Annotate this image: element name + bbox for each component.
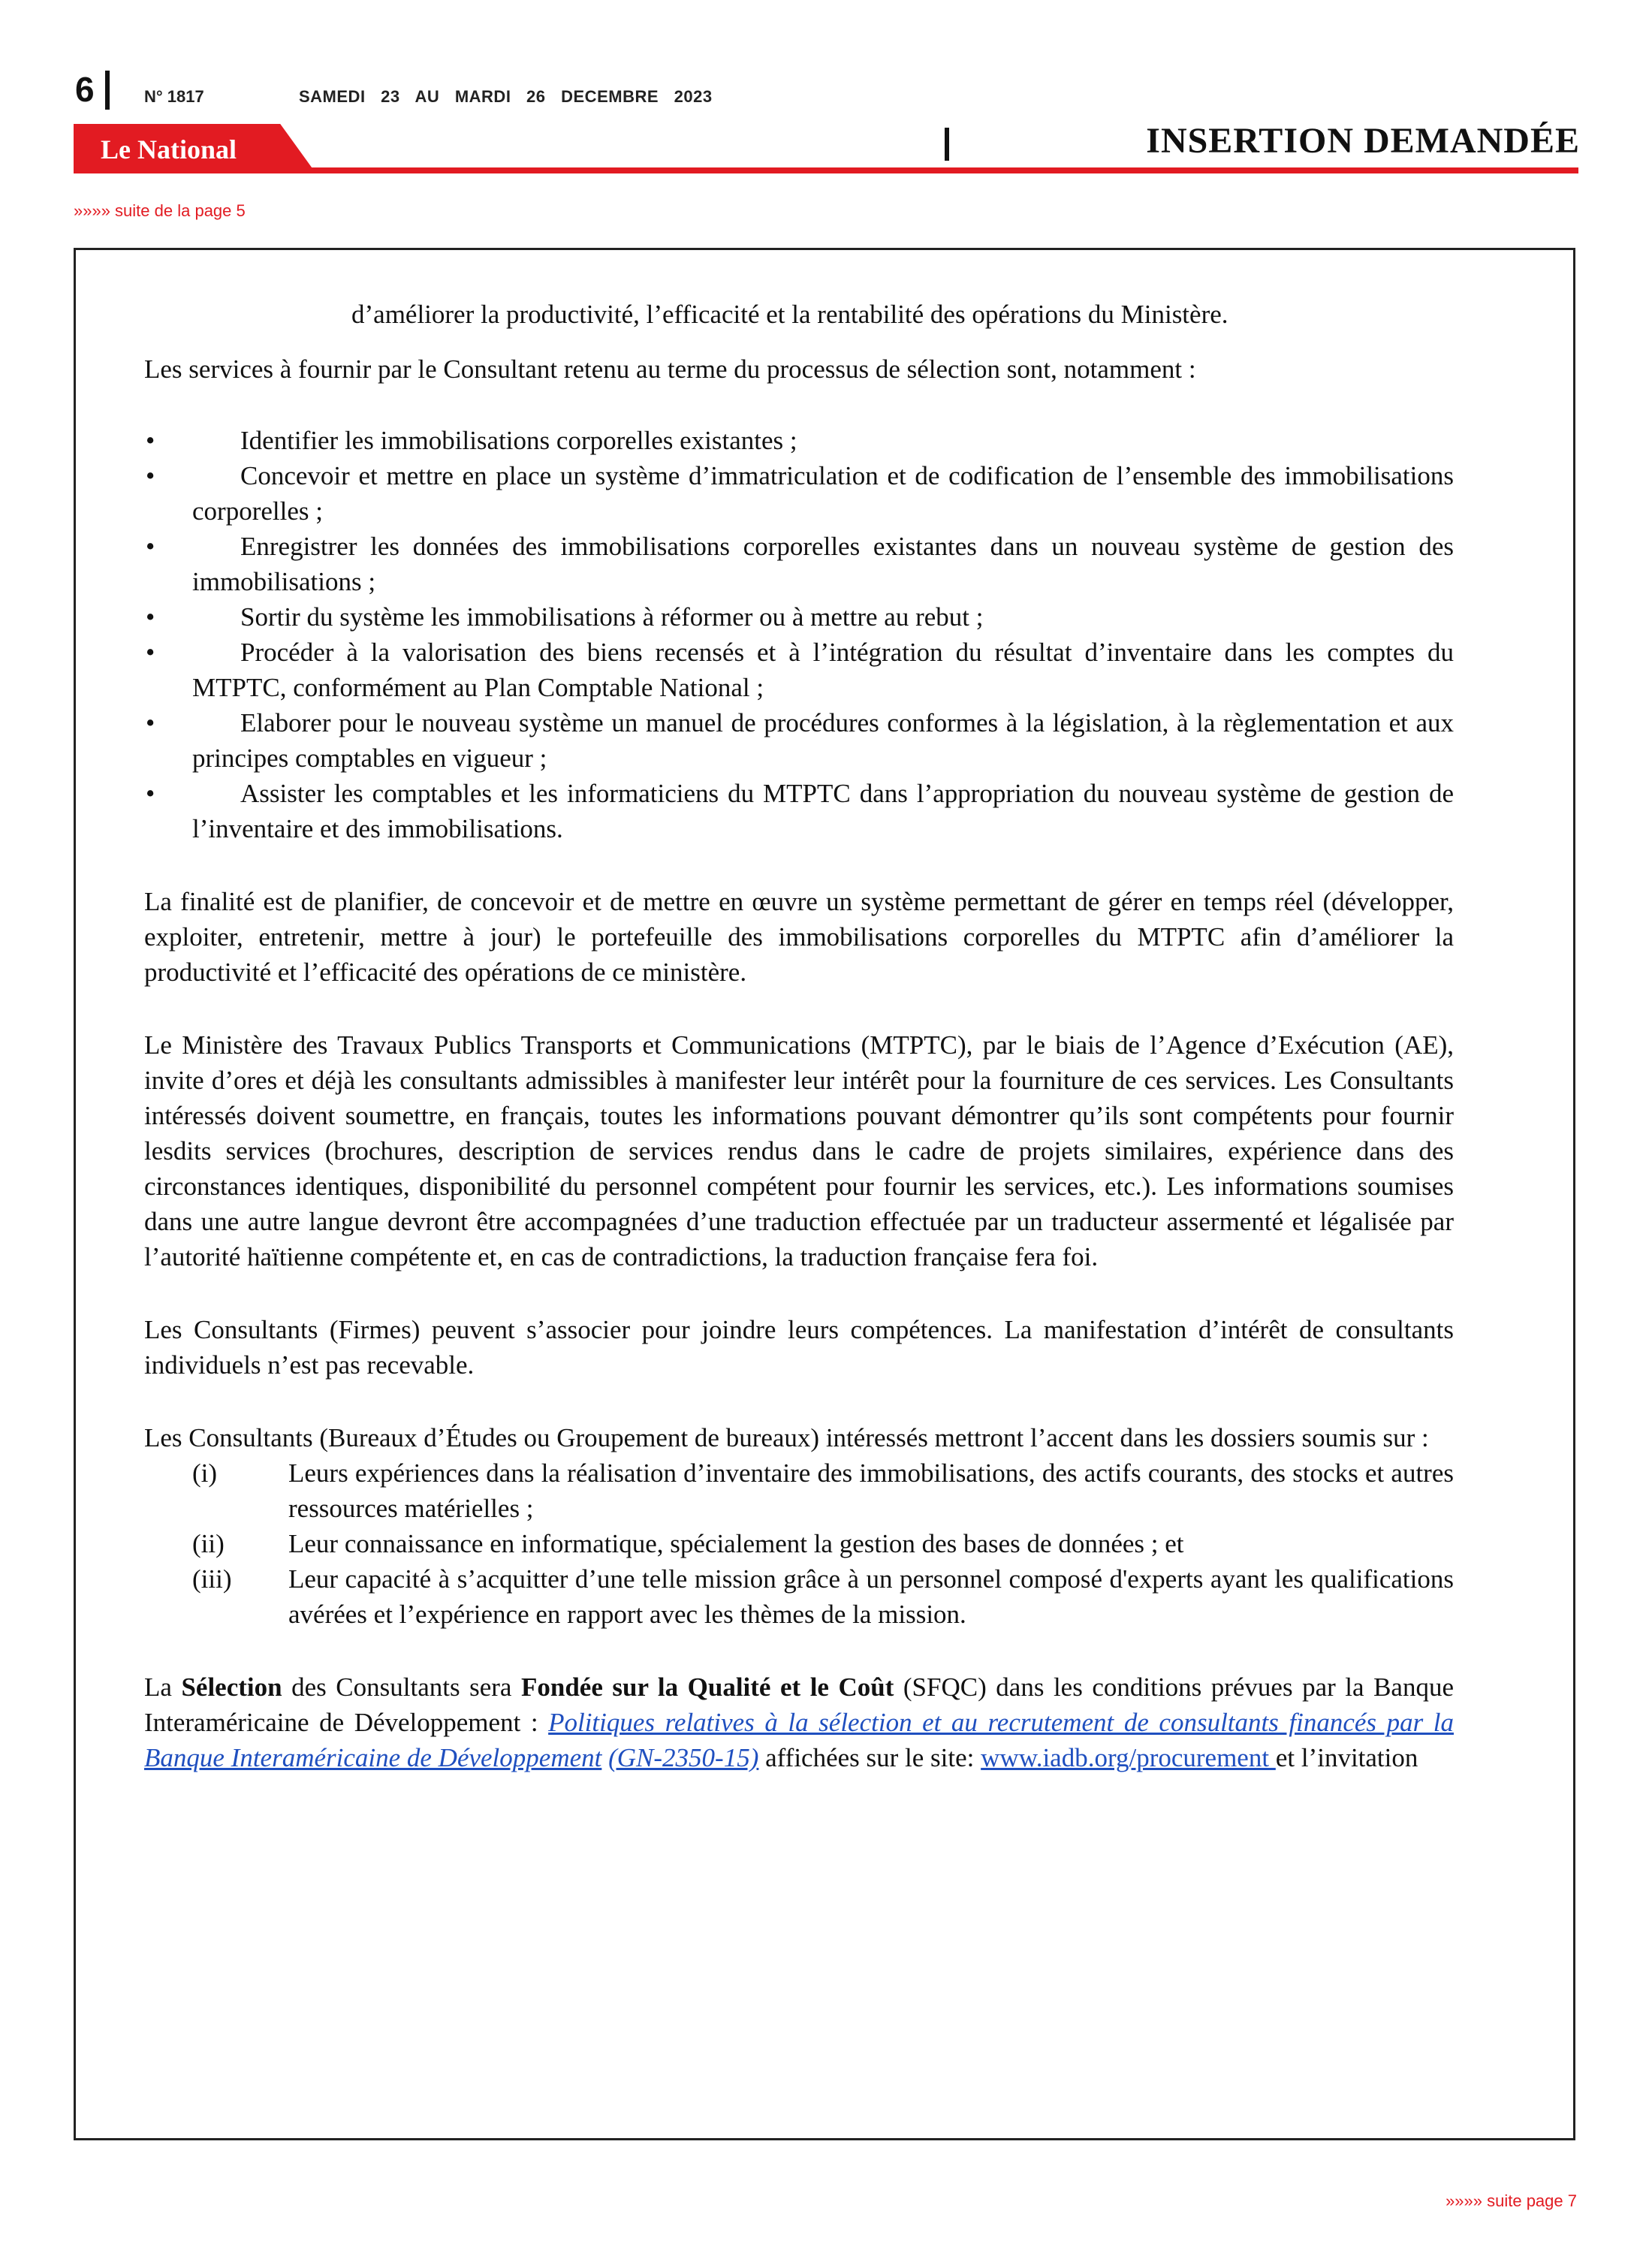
emphasis-intro: Les Consultants (Bureaux d’Études ou Groupement de bureaux) intéressés mettront l’accent dans les dossiers soumis sur : [144, 1423, 1429, 1452]
header-separator [945, 128, 949, 161]
intro-continuation: d’améliorer la productivité, l’efficacité et la rentabilité des opérations du Ministère. [351, 300, 1228, 329]
continued-to-note: »»»» suite page 7 [1446, 2191, 1577, 2210]
finality-paragraph: La finalité est de planifier, de concevoir et de mettre en œuvre un système permettant de gérer en temps réel (développer, exploiter, entretenir, mettre à jour) le portefeuille des immobilisations corporelles du MTPTC afin d’améliorer la productivité et l’efficacité des opérations de ce ministère. [144, 887, 1454, 987]
criteria-number: (iii) [192, 1564, 232, 1594]
criteria-text: Leurs expériences dans la réalisation d’inventaire des immobilisations, des actifs courants, des stocks et autres ressources matérielles ; [288, 1458, 1454, 1523]
service-item-text: Procéder à la valorisation des biens recensés et à l’intégration du résultat d’inventaire dans les comptes du MTPTC, conformément au Plan Comptable National ; [192, 638, 1454, 702]
masthead-logo: Le National [101, 134, 237, 164]
service-item-text: Elaborer pour le nouveau système un manuel de procédures conformes à la législation, à la règlementation et aux principes comptables en vigueur ; [192, 708, 1454, 773]
selection-text: des Consultants sera [282, 1672, 521, 1702]
bullet-icon: • [146, 426, 155, 455]
criteria-number: (ii) [192, 1529, 225, 1558]
service-item [144, 705, 1454, 776]
selection-text: et l’invitation [1275, 1743, 1418, 1772]
services-intro: Les services à fournir par le Consultant retenu au terme du processus de sélection sont, notamment : [144, 354, 1196, 384]
service-item [144, 776, 1454, 846]
policy-code-link[interactable]: (GN-2350-15) [608, 1743, 759, 1772]
criteria-text: Leur connaissance en informatique, spécialement la gestion des bases de données ; et [288, 1529, 1184, 1558]
bullet-icon: • [146, 779, 155, 808]
bullet-icon: • [146, 708, 155, 737]
service-item-text: Enregistrer les données des immobilisations corporelles existantes dans un nouveau système de gestion des immobilisations ; [192, 532, 1454, 596]
criteria-list [144, 1455, 1454, 1632]
issue-date: SAMEDI 23 AU MARDI 26 DECEMBRE 2023 [299, 87, 713, 106]
service-item-text: Identifier les immobilisations corporelles existantes ; [240, 426, 797, 455]
issue-number: N° 1817 [144, 87, 204, 106]
service-item-text: Assister les comptables et les informaticiens du MTPTC dans l’appropriation du nouveau système de gestion de l’inventaire et des immobilisations. [192, 779, 1454, 843]
service-item [144, 529, 1454, 599]
selection-text: affichées sur le site: [758, 1743, 981, 1772]
selection-text: La [144, 1672, 182, 1702]
bullet-icon: • [146, 461, 155, 490]
services-list [144, 423, 1454, 846]
criteria-item [144, 1526, 1454, 1561]
page-number: 6 [75, 70, 95, 109]
notice-body [144, 297, 1454, 1775]
selection-text: (SFQC) dans les conditions prévues par la Banque Interaméricaine de Développement : [144, 1672, 1454, 1737]
policy-link[interactable]: Politiques relatives à la sélection et au recrutement de consultants financés par la Banque Interaméricaine de Développement [144, 1708, 1454, 1772]
service-item [144, 458, 1454, 529]
continued-from-note: »»»» suite de la page 5 [74, 201, 246, 220]
service-item-text: Concevoir et mettre en place un système d’immatriculation et de codification de l’ensemble des immobilisations corporelles ; [192, 461, 1454, 526]
selection-method-bold: Fondée sur la Qualité et le Coût [520, 1672, 894, 1702]
association-paragraph: Les Consultants (Firmes) peuvent s’associer pour joindre leurs compétences. La manifestation d’intérêt de consultants individuels n’est pas recevable. [144, 1315, 1454, 1380]
service-item [144, 599, 1454, 635]
bullet-icon: • [146, 602, 155, 632]
criteria-item [144, 1561, 1454, 1632]
procurement-site-link[interactable]: www.iadb.org/procurement [981, 1743, 1276, 1772]
service-item-text: Sortir du système les immobilisations à réformer ou à mettre au rebut ; [240, 602, 984, 632]
page-number-divider [105, 71, 110, 110]
bullet-icon: • [146, 532, 155, 561]
header-red-rule [74, 167, 1578, 173]
selection-bold: Sélection [181, 1672, 282, 1702]
invitation-paragraph: Le Ministère des Travaux Publics Transports et Communications (MTPTC), par le biais de l’Agence d’Exécution (AE), invite d’ores et déjà les consultants admissibles à manifester leur intérêt pour la fourniture de ces services. Les Consultants intéressés doivent soumettre, en français, toutes les informations pouvant démontrer qu’ils sont compétents pour fournir lesdits services (brochures, description de services rendus dans le cadre de projets similaires, expérience dans des circonstances identiques, disponibilité du personnel compétent pour fournir les services, etc.). Les informations soumises dans une autre langue devront être accompagnées d’une traduction effectuée par un traducteur assermenté et légalisée par l’autorité haïtienne compétente et, en cas de contradictions, la traduction française fera foi. [144, 1030, 1454, 1271]
criteria-number: (i) [192, 1458, 218, 1488]
selection-paragraph [144, 1669, 1454, 1775]
service-item [144, 423, 1454, 458]
criteria-item [144, 1455, 1454, 1526]
service-item [144, 635, 1454, 705]
criteria-text: Leur capacité à s’acquitter d’une telle mission grâce à un personnel composé d'experts ayant les qualifications avérées et l’expérience en rapport avec les thèmes de la mission. [288, 1564, 1454, 1629]
bullet-icon: • [146, 638, 155, 667]
section-title: INSERTION DEMANDÉE [1146, 121, 1580, 161]
